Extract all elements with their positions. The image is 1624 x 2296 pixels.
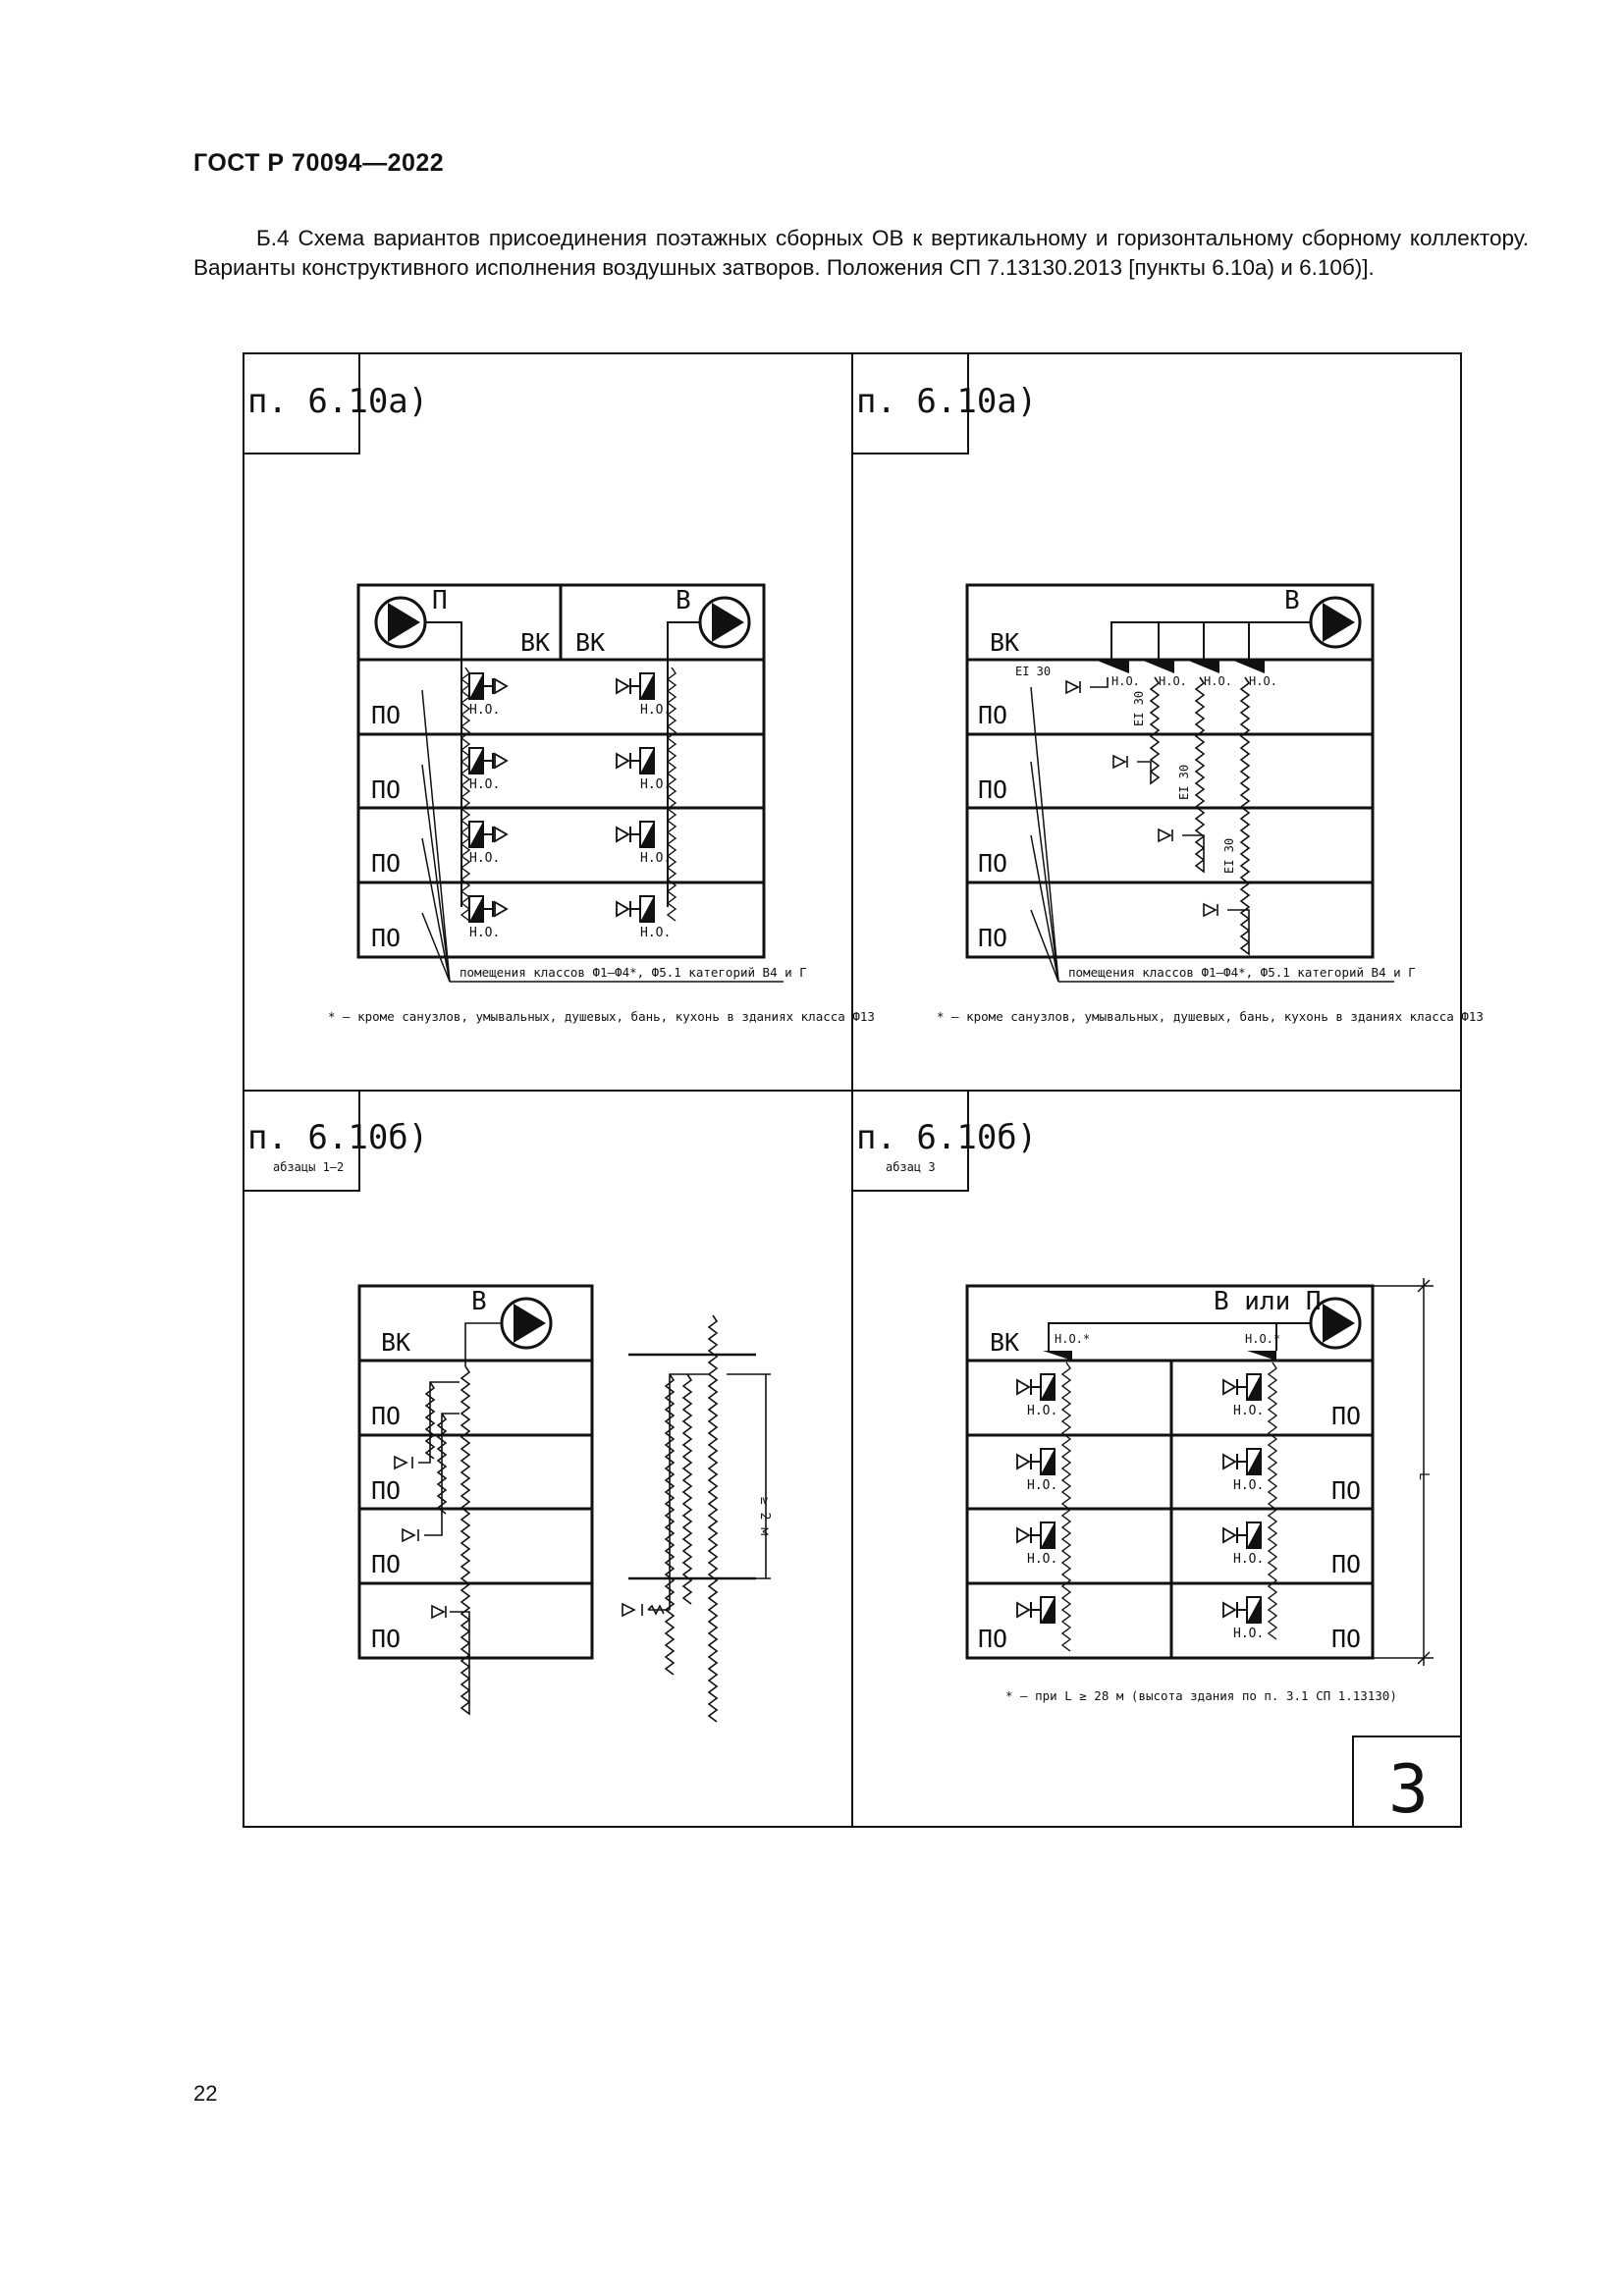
br-top-valve-label: Н.О.*	[1055, 1332, 1091, 1346]
standard-header: ГОСТ Р 70094—2022	[193, 149, 445, 177]
tr-valve-label: Н.О.	[1111, 674, 1140, 688]
tl-room-label: ПО	[371, 775, 402, 804]
tr-collector-label: ВК	[990, 628, 1020, 657]
exhaust-fan-icon	[700, 598, 749, 647]
tr-rating-label: EI 30	[1015, 665, 1052, 678]
panel-tr-title: п. 6.10а)	[856, 382, 1038, 421]
tr-caption: помещения классов Ф1–Ф4*, Ф5.1 категорий В4 и Г	[1068, 965, 1416, 980]
br-valve-label: Н.О.	[1233, 1478, 1265, 1493]
page-number: 22	[193, 2081, 218, 2106]
br-valve-label: Н.О.	[1027, 1478, 1058, 1493]
bl-dimension-label: ≥ 2 м	[757, 1497, 772, 1536]
tr-room-label: ПО	[978, 701, 1008, 729]
tr-rating-label: EI 30	[1222, 837, 1236, 874]
bl-room-label: ПО	[371, 1550, 402, 1578]
tl-caption: помещения классов Ф1–Ф4*, Ф5.1 категорий В4 и Г	[460, 965, 807, 980]
tr-collector-valves	[1095, 660, 1265, 673]
tl-right-collector-label: ВК	[575, 628, 606, 657]
tr-rating-label: EI 30	[1177, 764, 1191, 800]
br-collector-label: ВК	[990, 1328, 1020, 1357]
tl-left-collector-label: ВК	[520, 628, 551, 657]
tr-room-label: ПО	[978, 924, 1008, 952]
br-room-label: ПО	[1331, 1625, 1362, 1653]
bl-room-label: ПО	[371, 1625, 402, 1653]
br-fan-label: В или П	[1214, 1287, 1322, 1316]
br-note: * – при L ≥ 28 м (высота здания по п. 3.1 СП 1.13130)	[1005, 1688, 1397, 1703]
br-room-label: ПО	[1331, 1550, 1362, 1578]
tr-valve-label: Н.О.	[1204, 674, 1232, 688]
tl-room-label: ПО	[371, 701, 402, 729]
panel-top-right	[852, 353, 1484, 1024]
br-valve-label: Н.О.	[1027, 1404, 1058, 1418]
tl-valve-label: Н.О.	[469, 777, 501, 792]
intro-text: Б.4 Схема вариантов присоединения поэтажных сборных ОВ к вертикальному и горизонтальному сборному коллектору. Варианты конструктивного исполнения воздушных затворов. Положения СП 7.13130.2013 [пункты 6.10а) и 6.10б)].	[193, 226, 1529, 280]
br-room-label: ПО	[978, 1625, 1008, 1653]
tl-room-label: ПО	[371, 849, 402, 878]
br-dimension-label: L	[1416, 1472, 1431, 1480]
exhaust-fan-icon	[502, 1299, 551, 1348]
exhaust-fan-icon	[1311, 598, 1360, 647]
tr-rating-label: EI 30	[1132, 690, 1146, 726]
tr-valve-label: Н.О.	[1159, 674, 1187, 688]
panel-top-left	[244, 353, 875, 1024]
panel-bl-title: п. 6.10б)	[247, 1118, 429, 1157]
sheet-number-box	[1353, 1736, 1461, 1829]
tl-left-fan-label: П	[432, 586, 448, 615]
tr-valve-label: Н.О.	[1249, 674, 1277, 688]
tl-valve-label: Н.О.	[469, 926, 501, 940]
tl-valve-label: Н.О.	[640, 777, 672, 792]
tl-valve-label: Н.О.	[469, 851, 501, 866]
tr-room-label: ПО	[978, 849, 1008, 878]
tr-note: * – кроме санузлов, умывальных, душевых, бань, кухонь в зданиях класса Ф13	[937, 1009, 1484, 1024]
panel-br-subtitle: абзац 3	[886, 1160, 936, 1174]
tr-room-label: ПО	[978, 775, 1008, 804]
br-valve-label: Н.О.	[1233, 1627, 1265, 1641]
br-top-valve-label: Н.О.*	[1245, 1332, 1281, 1346]
tl-valve-label: Н.О.	[640, 703, 672, 718]
tl-right-fan-label: В	[676, 586, 691, 615]
bl-collector-label: ВК	[381, 1328, 411, 1357]
br-valve-label: Н.О.	[1233, 1552, 1265, 1567]
panel-br-title: п. 6.10б)	[856, 1118, 1038, 1157]
tl-valve-label: Н.О.	[640, 851, 672, 866]
tl-valve-label: Н.О.	[640, 926, 672, 940]
br-valve-label: Н.О.	[1233, 1404, 1265, 1418]
tl-room-label: ПО	[371, 924, 402, 952]
tr-fan-label: В	[1284, 586, 1300, 615]
panel-tl-title: п. 6.10а)	[247, 382, 429, 421]
tl-valve-label: Н.О.	[469, 703, 501, 718]
sheet-number: 3	[1388, 1751, 1429, 1829]
tl-note: * – кроме санузлов, умывальных, душевых, бань, кухонь в зданиях класса Ф13	[328, 1009, 875, 1024]
br-room-label: ПО	[1331, 1476, 1362, 1505]
supply-fan-icon	[376, 598, 425, 647]
br-valve-label: Н.О.	[1027, 1552, 1058, 1567]
panel-bottom-right	[852, 1091, 1434, 1703]
bl-fan-label: В	[471, 1287, 487, 1316]
panel-bottom-left	[244, 1091, 772, 1722]
bl-room-label: ПО	[371, 1402, 402, 1430]
bl-room-label: ПО	[371, 1476, 402, 1505]
br-room-label: ПО	[1331, 1402, 1362, 1430]
bl-gate-detail	[623, 1315, 771, 1722]
panel-bl-subtitle: абзацы 1–2	[273, 1160, 345, 1174]
